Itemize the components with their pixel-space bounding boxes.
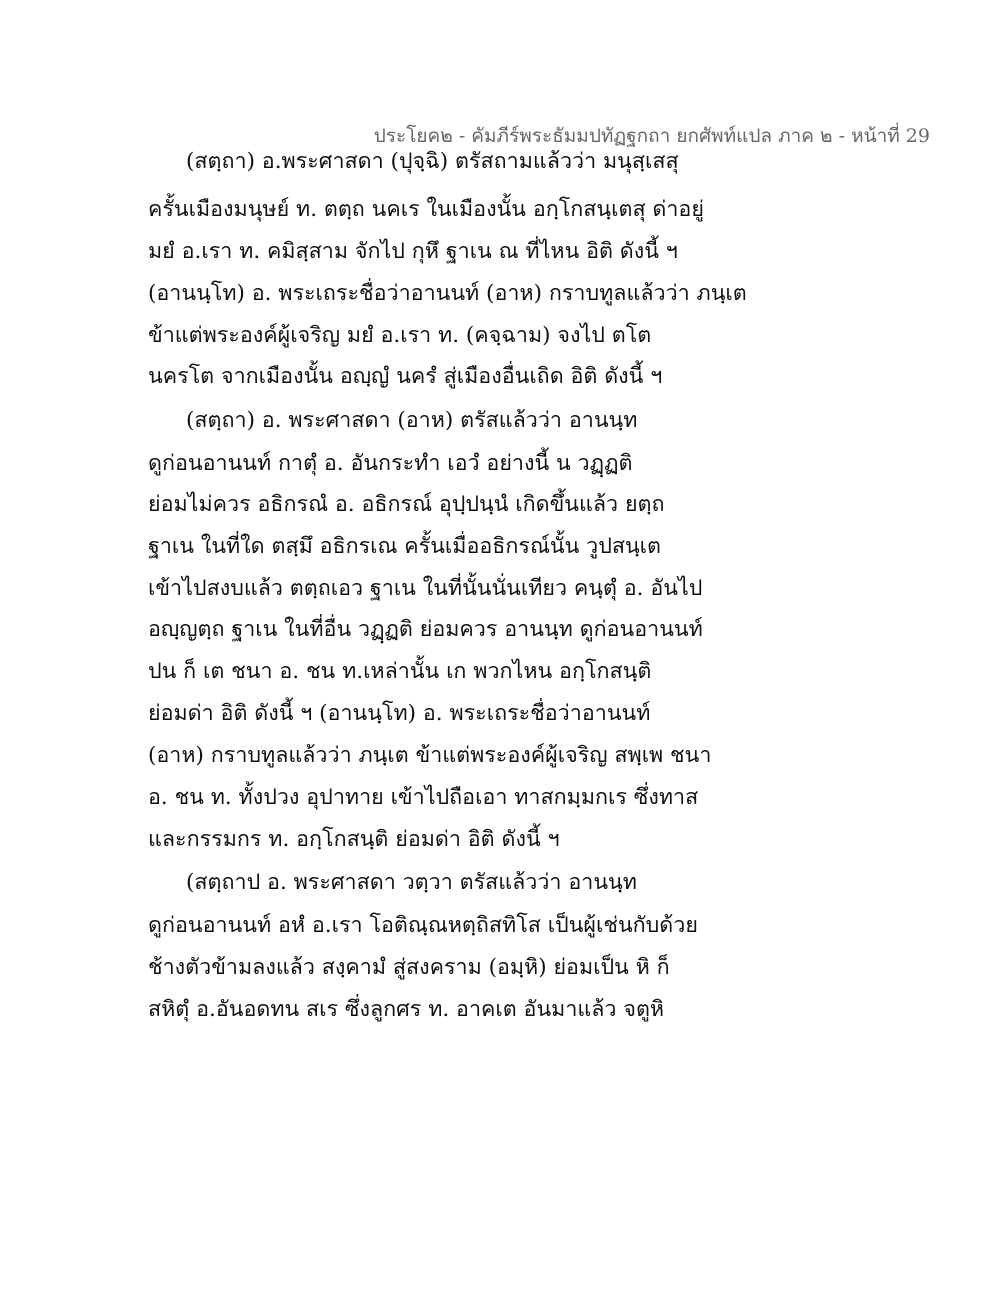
text-line-21: สหิตุํ อ.อันอดทน สเร ซึ่งลูกศร ท. อาคเต อันมาแล้ว จตูหิ <box>148 997 665 1022</box>
text-line-3: มยํ อ.เรา ท. คมิสฺสาม จักไป กุหึ ฐาเน ณ ที่ไหน อิติ ดังนี้ ฯ <box>148 239 678 264</box>
text-line-15: (อาห) กราบทูลแล้วว่า ภนฺเต ข้าแต่พระองค์ผู้เจริญ สพฺเพ ชนา <box>148 743 712 768</box>
text-line-18: (สตฺถาป อ. พระศาสดา วตฺวา ตรัสแล้วว่า อานนฺท <box>186 870 637 895</box>
text-line-10: ฐาเน ในที่ใด ตสฺมึ อธิกรเณ ครั้นเมื่ออธิกรณ์นั้น วูปสนฺเต <box>148 534 661 559</box>
text-line-1: (สตฺถา) อ.พระศาสดา (ปุจฺฉิ) ตรัสถามแล้วว่า มนุสฺเสสุ <box>186 149 679 174</box>
text-line-17: และกรรมกร ท. อกฺโกสนฺติ ย่อมด่า อิติ ดังนี้ ฯ <box>148 827 560 852</box>
text-line-13: ปน ก็ เต ชนา อ. ชน ท.เหล่านั้น เก พวกไหน อกฺโกสนฺติ <box>148 659 652 684</box>
text-line-12: อญฺญตฺถ ฐาเน ในที่อื่น วฏฺฏติ ย่อมควร อานนฺท ดูก่อนอานนท์ <box>148 617 703 642</box>
text-line-2: ครั้นเมืองมนุษย์ ท. ตตฺถ นคเร ในเมืองนั้น อกฺโกสนฺเตสุ ด่าอยู่ <box>148 197 704 222</box>
text-line-5: ข้าแต่พระองค์ผู้เจริญ มยํ อ.เรา ท. (คจฺฉาม) จงไป ตโต <box>148 323 652 348</box>
text-line-4: (อานนฺโท) อ. พระเถระชื่อว่าอานนท์ (อาห) กราบทูลแล้วว่า ภนฺเต <box>148 281 747 306</box>
text-line-20: ช้างตัวข้ามลงแล้ว สงฺคามํ สู่สงคราม (อมฺหิ) ย่อมเป็น หิ ก็ <box>148 955 670 980</box>
text-line-6: นครโต จากเมืองนั้น อญฺญํ นครํ สู่เมืองอื่นเถิด อิติ ดังนี้ ฯ <box>148 364 663 389</box>
text-line-14: ย่อมด่า อิติ ดังนี้ ฯ (อานนฺโท) อ. พระเถระชื่อว่าอานนท์ <box>148 701 651 726</box>
text-line-8: ดูก่อนอานนท์ กาตุํ อ. อันกระทำ เอวํ อย่างนี้ น วฏฺฏติ <box>148 451 633 476</box>
text-line-7: (สตฺถา) อ. พระศาสดา (อาห) ตรัสแล้วว่า อานนฺท <box>186 408 638 433</box>
text-line-9: ย่อมไม่ควร อธิกรณํ อ. อธิกรณ์ อุปฺปนฺนํ เกิดขึ้นแล้ว ยตฺถ <box>148 492 665 517</box>
running-header: ประโยค๒ - คัมภีร์พระธัมมปทัฏฐกถา ยกศัพท์แปล ภาค ๒ - หน้าที่ 29 <box>373 125 930 147</box>
text-line-16: อ. ชน ท. ทั้งปวง อุปาทาย เข้าไปถือเอา ทาสกมฺมกเร ซึ่งทาส <box>148 785 699 810</box>
text-line-19: ดูก่อนอานนท์ อหํ อ.เรา โอติณฺณหตฺถิสทิโส เป็นผู้เช่นกับด้วย <box>148 913 698 938</box>
text-line-11: เข้าไปสงบแล้ว ตตฺถเอว ฐาเน ในที่นั้นนั่นเทียว คนฺตุํ อ. อันไป <box>148 576 703 601</box>
